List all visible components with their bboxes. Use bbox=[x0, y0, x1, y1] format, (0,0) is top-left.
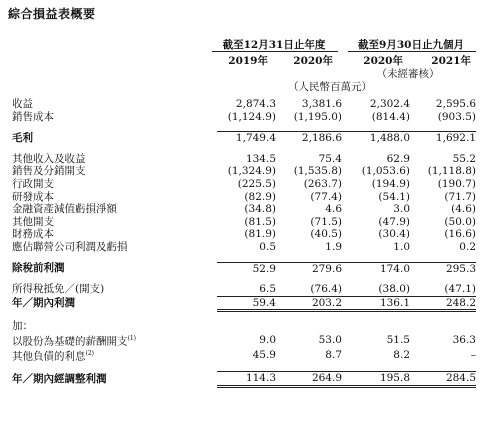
currency-unit: （人民幣百萬元） bbox=[288, 81, 372, 93]
row-label: 加： bbox=[12, 320, 33, 333]
row-value: (82.9) bbox=[244, 190, 276, 203]
row-value: (814.4) bbox=[371, 110, 410, 123]
row-value: 4.6 bbox=[325, 203, 342, 216]
row-value: 1,749.4 bbox=[217, 132, 276, 145]
row-value: (1,118.8) bbox=[427, 165, 476, 178]
row-value: 0.5 bbox=[259, 240, 276, 253]
table-row bbox=[12, 348, 476, 363]
row-value: 136.1 bbox=[342, 296, 410, 311]
row-label: 年／期內經調整利潤 bbox=[12, 372, 107, 385]
table-row-gross-profit bbox=[12, 132, 476, 145]
row-value: – bbox=[470, 349, 476, 362]
row-label: 銷售成本 bbox=[12, 110, 54, 123]
row-value: 2,595.6 bbox=[435, 98, 476, 110]
header-rule-1 bbox=[212, 51, 338, 52]
row-value: 284.5 bbox=[410, 372, 476, 387]
row-value: (71.5) bbox=[310, 215, 342, 228]
row-value: 203.2 bbox=[276, 296, 342, 311]
header-nine-months: 截至9月30日止九個月 bbox=[358, 39, 464, 51]
row-value: 1,488.0 bbox=[342, 132, 410, 145]
row-value: 2,186.6 bbox=[276, 132, 342, 145]
table-row bbox=[12, 178, 476, 191]
row-value: 1.0 bbox=[393, 240, 410, 253]
row-label: 收益 bbox=[12, 98, 33, 110]
row-value: 2,302.4 bbox=[369, 98, 410, 110]
row-label: 行政開支 bbox=[12, 177, 54, 190]
row-label: 其他開支 bbox=[12, 215, 54, 228]
table-row-adjusted-profit bbox=[12, 372, 476, 387]
row-value: 279.6 bbox=[276, 262, 342, 275]
row-value: 62.9 bbox=[386, 152, 410, 165]
year-2020-9m: 2020年 bbox=[363, 55, 403, 67]
row-value: (1,195.0) bbox=[293, 110, 342, 123]
row-value: 8.2 bbox=[393, 349, 410, 362]
row-value: (81.5) bbox=[244, 215, 276, 228]
table-row bbox=[12, 241, 476, 254]
row-value: (71.7) bbox=[444, 190, 476, 203]
table-row bbox=[12, 320, 476, 333]
row-value: 3.0 bbox=[393, 203, 410, 216]
row-value: (903.5) bbox=[437, 110, 476, 123]
table-row bbox=[12, 111, 476, 124]
row-value: 0.2 bbox=[459, 240, 476, 253]
row-value: 55.2 bbox=[452, 152, 476, 165]
row-label: 除稅前利潤 bbox=[12, 262, 65, 275]
table-row bbox=[12, 98, 476, 111]
row-value: 264.9 bbox=[276, 372, 342, 387]
row-label: 毛利 bbox=[12, 131, 33, 144]
table-row bbox=[12, 228, 476, 241]
row-label: 其他負債的利息$^{(2)}$ bbox=[12, 350, 94, 363]
row-value: 174.0 bbox=[342, 262, 410, 275]
row-value: (54.1) bbox=[378, 190, 410, 203]
table-row bbox=[12, 203, 476, 216]
table-row bbox=[12, 333, 476, 348]
row-value: 59.4 bbox=[217, 296, 276, 311]
table-row bbox=[12, 216, 476, 229]
table-row-pretax-profit bbox=[12, 262, 476, 275]
row-label: 其他收入及收益 bbox=[12, 152, 86, 165]
year-2019: 2019年 bbox=[228, 55, 268, 67]
row-value: 134.5 bbox=[245, 152, 276, 165]
table-row-profit bbox=[12, 296, 476, 311]
row-value: 8.7 bbox=[325, 349, 342, 362]
row-value: (1,053.6) bbox=[361, 165, 410, 178]
row-value: (76.4) bbox=[310, 283, 342, 296]
row-value: 295.3 bbox=[410, 262, 476, 275]
row-value: (194.9) bbox=[371, 177, 410, 190]
row-value: 3,381.6 bbox=[301, 98, 342, 110]
row-value: (1,124.9) bbox=[227, 110, 276, 123]
row-value: 75.4 bbox=[318, 152, 342, 165]
row-value: (47.1) bbox=[444, 283, 476, 296]
row-value: 52.9 bbox=[217, 262, 276, 275]
year-2021-9m: 2021年 bbox=[431, 55, 471, 67]
row-label: 研發成本 bbox=[12, 190, 54, 203]
row-value: (4.6) bbox=[451, 203, 476, 216]
row-value: 2,874.3 bbox=[235, 98, 276, 110]
row-value: 45.9 bbox=[252, 349, 276, 362]
row-value: (1,324.9) bbox=[227, 165, 276, 178]
row-label: 銷售及分銷開支 bbox=[12, 165, 86, 178]
row-value: 1,692.1 bbox=[410, 132, 476, 145]
row-value: (225.5) bbox=[237, 177, 276, 190]
row-label: 年／期內利潤 bbox=[12, 297, 75, 310]
row-value: 51.5 bbox=[386, 334, 410, 347]
row-value: 6.5 bbox=[259, 283, 276, 296]
row-value: (50.0) bbox=[444, 215, 476, 228]
row-value: (81.9) bbox=[244, 228, 276, 241]
row-value: (40.5) bbox=[310, 228, 342, 241]
page-title: 綜合損益表概要 bbox=[8, 7, 96, 21]
table-row bbox=[12, 165, 476, 178]
row-value: 114.3 bbox=[217, 372, 276, 387]
row-value: 248.2 bbox=[410, 296, 476, 311]
row-value: (263.7) bbox=[303, 177, 342, 190]
table-row bbox=[12, 283, 476, 296]
year-2020-full: 2020年 bbox=[293, 55, 333, 67]
row-value: (47.9) bbox=[378, 215, 410, 228]
row-value: (190.7) bbox=[437, 177, 476, 190]
header-fiscal-year: 截至12月31日止年度 bbox=[222, 39, 326, 51]
row-label: 以股份為基礎的薪酬開支$^{(1)}$ bbox=[12, 334, 136, 348]
table-row bbox=[12, 153, 476, 166]
row-value: 53.0 bbox=[318, 334, 342, 347]
row-value: 195.8 bbox=[342, 372, 410, 387]
row-label: 所得稅抵免／(開支) bbox=[12, 283, 105, 296]
row-value: 9.0 bbox=[259, 334, 276, 347]
header-rule-2 bbox=[348, 51, 476, 52]
row-value: (16.6) bbox=[444, 228, 476, 241]
row-value: 1.9 bbox=[325, 240, 342, 253]
financial-summary-table bbox=[12, 98, 476, 388]
row-value: (30.4) bbox=[378, 228, 410, 241]
row-label: 應佔聯營公司利潤及虧損 bbox=[12, 240, 128, 253]
row-value: (1,535.8) bbox=[293, 165, 342, 178]
unaudited-note: （未經審核） bbox=[376, 68, 440, 80]
table-row bbox=[12, 191, 476, 204]
row-label: 財務成本 bbox=[12, 228, 54, 241]
row-value: (34.8) bbox=[244, 203, 276, 216]
row-value: (38.0) bbox=[378, 283, 410, 296]
row-label: 金融資產減值虧損淨額 bbox=[12, 203, 117, 216]
row-value: 36.3 bbox=[452, 334, 476, 347]
row-value: (77.4) bbox=[310, 190, 342, 203]
